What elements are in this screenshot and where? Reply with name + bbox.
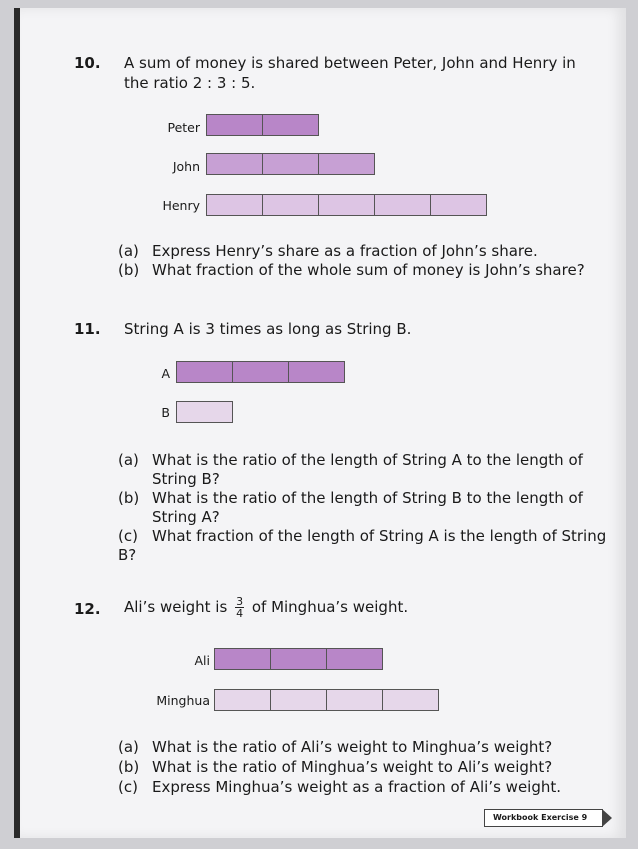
- part-label: (b): [118, 758, 140, 776]
- bar-unit: [326, 689, 383, 711]
- question-11a: [118, 451, 583, 489]
- bar-unit: [288, 361, 345, 383]
- part-text: What fraction of the whole sum of money is John’s share?: [152, 261, 585, 279]
- part-text-line1: What is the ratio of the length of String B to the length of: [152, 489, 583, 507]
- bar-unit: [232, 361, 289, 383]
- question-12-text: [124, 590, 408, 624]
- bar-label-ali: Ali: [194, 653, 210, 668]
- question-10a: [118, 242, 538, 261]
- bar-unit: [206, 114, 263, 136]
- bar-unit: [430, 194, 487, 216]
- fraction-denominator: 4: [236, 607, 244, 620]
- question-11-text: String A is 3 times as long as String B.: [124, 320, 412, 338]
- bar-string-b: [176, 401, 232, 423]
- question-10-text: A sum of money is shared between Peter, John and Henry in the ratio 2 : 3 : 5.: [124, 54, 576, 92]
- question-10b: [118, 261, 585, 280]
- bar-label-b: B: [161, 405, 170, 420]
- fraction-three-quarters: [235, 596, 244, 619]
- bar-unit: [176, 401, 233, 423]
- part-text-line1: What is the ratio of the length of String A to the length of: [152, 451, 583, 469]
- part-label: (c): [118, 778, 138, 796]
- bar-unit: [176, 361, 233, 383]
- bar-unit: [206, 153, 263, 175]
- bar-unit: [374, 194, 431, 216]
- bar-unit: [382, 689, 439, 711]
- bar-minghua: [214, 689, 438, 711]
- question-11b: [118, 489, 583, 527]
- footer-label: Workbook Exercise 9: [484, 809, 603, 827]
- bar-henry: [206, 194, 486, 216]
- part-label: (b): [118, 489, 140, 507]
- bar-unit: [214, 648, 271, 670]
- bar-unit: [318, 153, 375, 175]
- question-12-text-before: Ali’s weight is: [124, 598, 228, 616]
- bar-unit: [206, 194, 263, 216]
- bar-label-a: A: [161, 366, 170, 381]
- bar-unit: [262, 194, 319, 216]
- part-label: (b): [118, 261, 140, 279]
- bar-label-john: John: [172, 159, 200, 174]
- question-12-number: 12.: [74, 600, 101, 618]
- part-text: What fraction of the length of String A is the length of String B?: [118, 527, 607, 564]
- part-label: (c): [118, 527, 138, 545]
- question-12c: [118, 778, 561, 797]
- bar-label-peter: Peter: [167, 120, 200, 135]
- bar-label-minghua: Minghua: [156, 693, 210, 708]
- part-text-line2: String A?: [152, 508, 220, 526]
- footer-arrow-icon: [602, 809, 612, 827]
- part-label: (a): [118, 242, 139, 260]
- bar-unit: [326, 648, 383, 670]
- part-label: (a): [118, 451, 139, 469]
- part-text: What is the ratio of Minghua’s weight to Ali’s weight?: [152, 758, 553, 776]
- part-text: Express Minghua’s weight as a fraction of Ali’s weight.: [152, 778, 562, 796]
- bar-peter: [206, 114, 318, 136]
- bar-unit: [262, 153, 319, 175]
- bar-label-henry: Henry: [162, 198, 200, 213]
- part-label: (a): [118, 738, 139, 756]
- question-12a: [118, 738, 552, 757]
- bar-unit: [318, 194, 375, 216]
- fraction-numerator: 3: [236, 595, 244, 608]
- bar-john: [206, 153, 374, 175]
- question-12b: [118, 758, 552, 777]
- part-text-line2: String B?: [152, 470, 220, 488]
- part-text: What is the ratio of Ali’s weight to Minghua’s weight?: [152, 738, 553, 756]
- bar-string-a: [176, 361, 344, 383]
- part-text: Express Henry’s share as a fraction of John’s share.: [152, 242, 538, 260]
- workbook-page: [14, 8, 626, 838]
- bar-unit: [214, 689, 271, 711]
- question-10-number: 10.: [74, 54, 101, 72]
- bar-unit: [262, 114, 319, 136]
- bar-unit: [270, 689, 327, 711]
- question-12-text-after: of Minghua’s weight.: [251, 598, 409, 616]
- question-11c: [118, 527, 626, 565]
- bar-ali: [214, 648, 382, 670]
- bar-unit: [270, 648, 327, 670]
- question-11-number: 11.: [74, 320, 101, 338]
